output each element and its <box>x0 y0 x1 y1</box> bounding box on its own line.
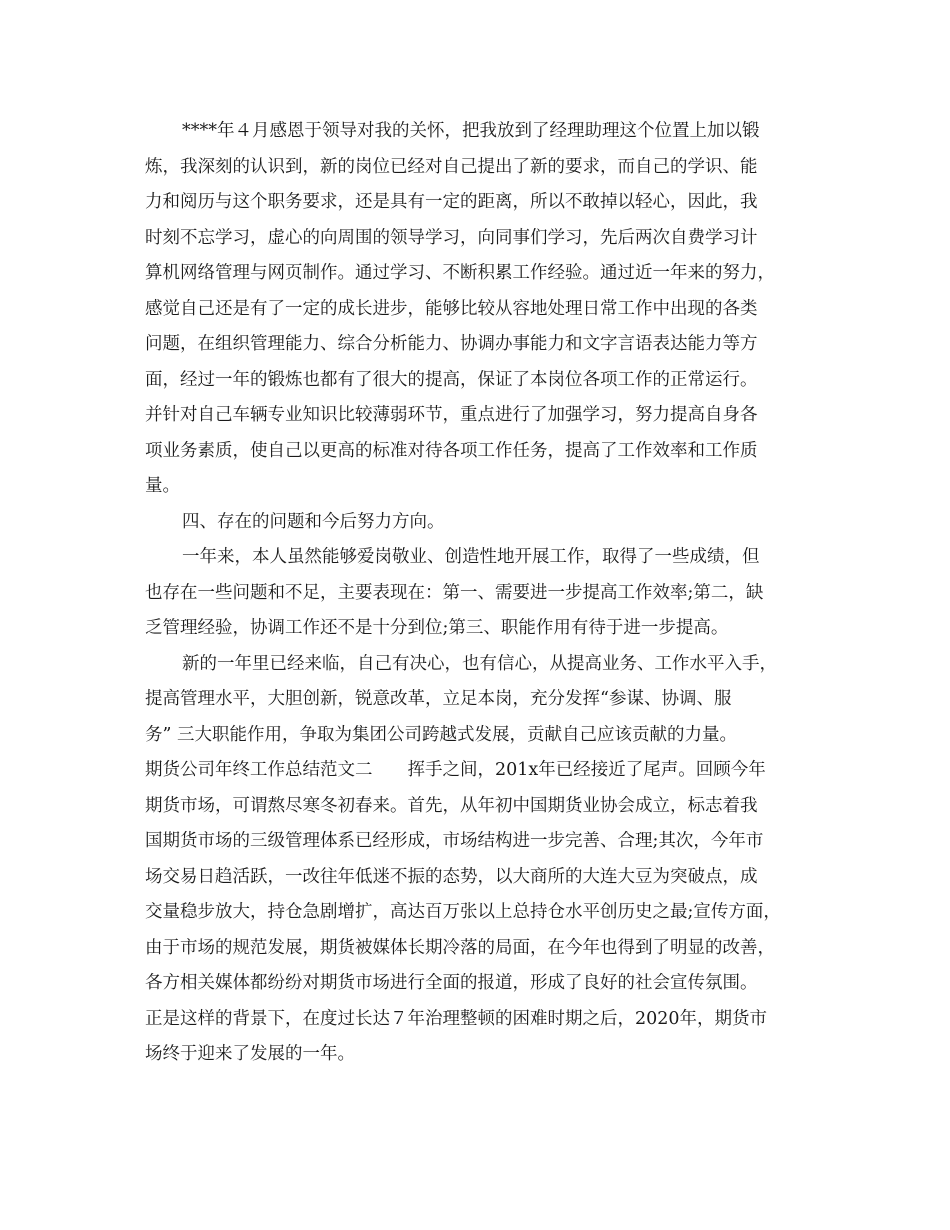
text-line: 场交易日趋活跃，一改往年低迷不振的态势，以大商所的大连大豆为突破点，成 <box>145 866 758 887</box>
text-line: 并针对自己车辆专业知识比较薄弱环节，重点进行了加强学习，努力提高自身各 <box>145 405 758 425</box>
document-body <box>145 114 835 1073</box>
text-line: 乏管理经验，协调工作还不是十分到位;第三、职能作用有待于进一步提高。 <box>145 618 729 638</box>
text-line: 期货市场，可谓熬尽寒冬初春来。首先，从年初中国期货业协会成立，标志着我 <box>145 795 758 816</box>
text-line: 问题，在组织管理能力、综合分析能力、协调办事能力和文字言语表达能力等方 <box>145 334 758 354</box>
text-line: 力和阅历与这个职务要求，还是具有一定的距离，所以不敢掉以轻心，因此，我 <box>145 192 758 212</box>
text-line: 项业务素质，使自己以更高的标准对待各项工作任务，提高了工作效率和工作质 <box>145 440 758 461</box>
text-line: 提高管理水平，大胆创新，锐意改革，立足本岗，充分发挥“参谋、协调、服 <box>145 689 732 709</box>
text-line: 务” 三大职能作用，争取为集团公司跨越式发展，贡献自己应该贡献的力量。 <box>145 724 738 745</box>
text-line: 面，经过一年的锻炼也都有了很大的提高，保证了本岗位各项工作的正常运行。 <box>145 369 758 390</box>
text-line: ****年４月感恩于领导对我的关怀，把我放到了经理助理这个位置上加以锻 <box>182 121 760 141</box>
text-line: 正是这样的背景下，在度过长达７年治理整顿的困难时期之后，2020年，期货市 <box>145 1008 768 1029</box>
text-line: 感觉自己还是有了一定的成长进步，能够比较从容地处理日常工作中出现的各类 <box>145 298 758 319</box>
text-line: 新的一年里已经来临，自己有决心，也有信心，从提高业务、工作水平入手， <box>182 653 777 674</box>
text-line: 各方相关媒体都纷纷对期货市场进行全面的报道，形成了良好的社会宣传氛围。 <box>145 973 758 993</box>
text-line: 一年来，本人虽然能够爱岗敬业、创造性地开展工作，取得了一些成绩，但 <box>182 547 760 567</box>
text-line: 交量稳步放大，持仓急剧增扩，高达百万张以上总持仓水平创历史之最;宣传方面， <box>145 902 781 922</box>
text-line: 国期货市场的三级管理体系已经形成，市场结构进一步完善、合理;其次，今年市 <box>145 831 764 851</box>
text-line: 算机网络管理与网页制作。通过学习、不断积累工作经验。通过近一年来的努力， <box>145 263 775 283</box>
text-line: 由于市场的规范发展，期货被媒体长期冷落的局面，在今年也得到了明显的改善， <box>145 937 775 958</box>
text-line: 量。 <box>145 476 180 496</box>
text-line: 炼，我深刻的认识到，新的岗位已经对自己提出了新的要求，而自己的学识、能 <box>145 156 758 177</box>
text-line: 四、存在的问题和今后努力方向。 <box>182 511 445 532</box>
text-line: 场终于迎来了发展的一年。 <box>145 1044 355 1064</box>
text-line: 期货公司年终工作总结范文二 挥手之间，201x年已经接近了尾声。回顾今年 <box>145 760 766 780</box>
text-line: 也存在一些问题和不足，主要表现在：第一、需要进一步提高工作效率;第二，缺 <box>145 582 764 603</box>
text-line: 时刻不忘学习，虚心的向周围的领导学习，向同事们学习，先后两次自费学习计 <box>145 227 758 248</box>
